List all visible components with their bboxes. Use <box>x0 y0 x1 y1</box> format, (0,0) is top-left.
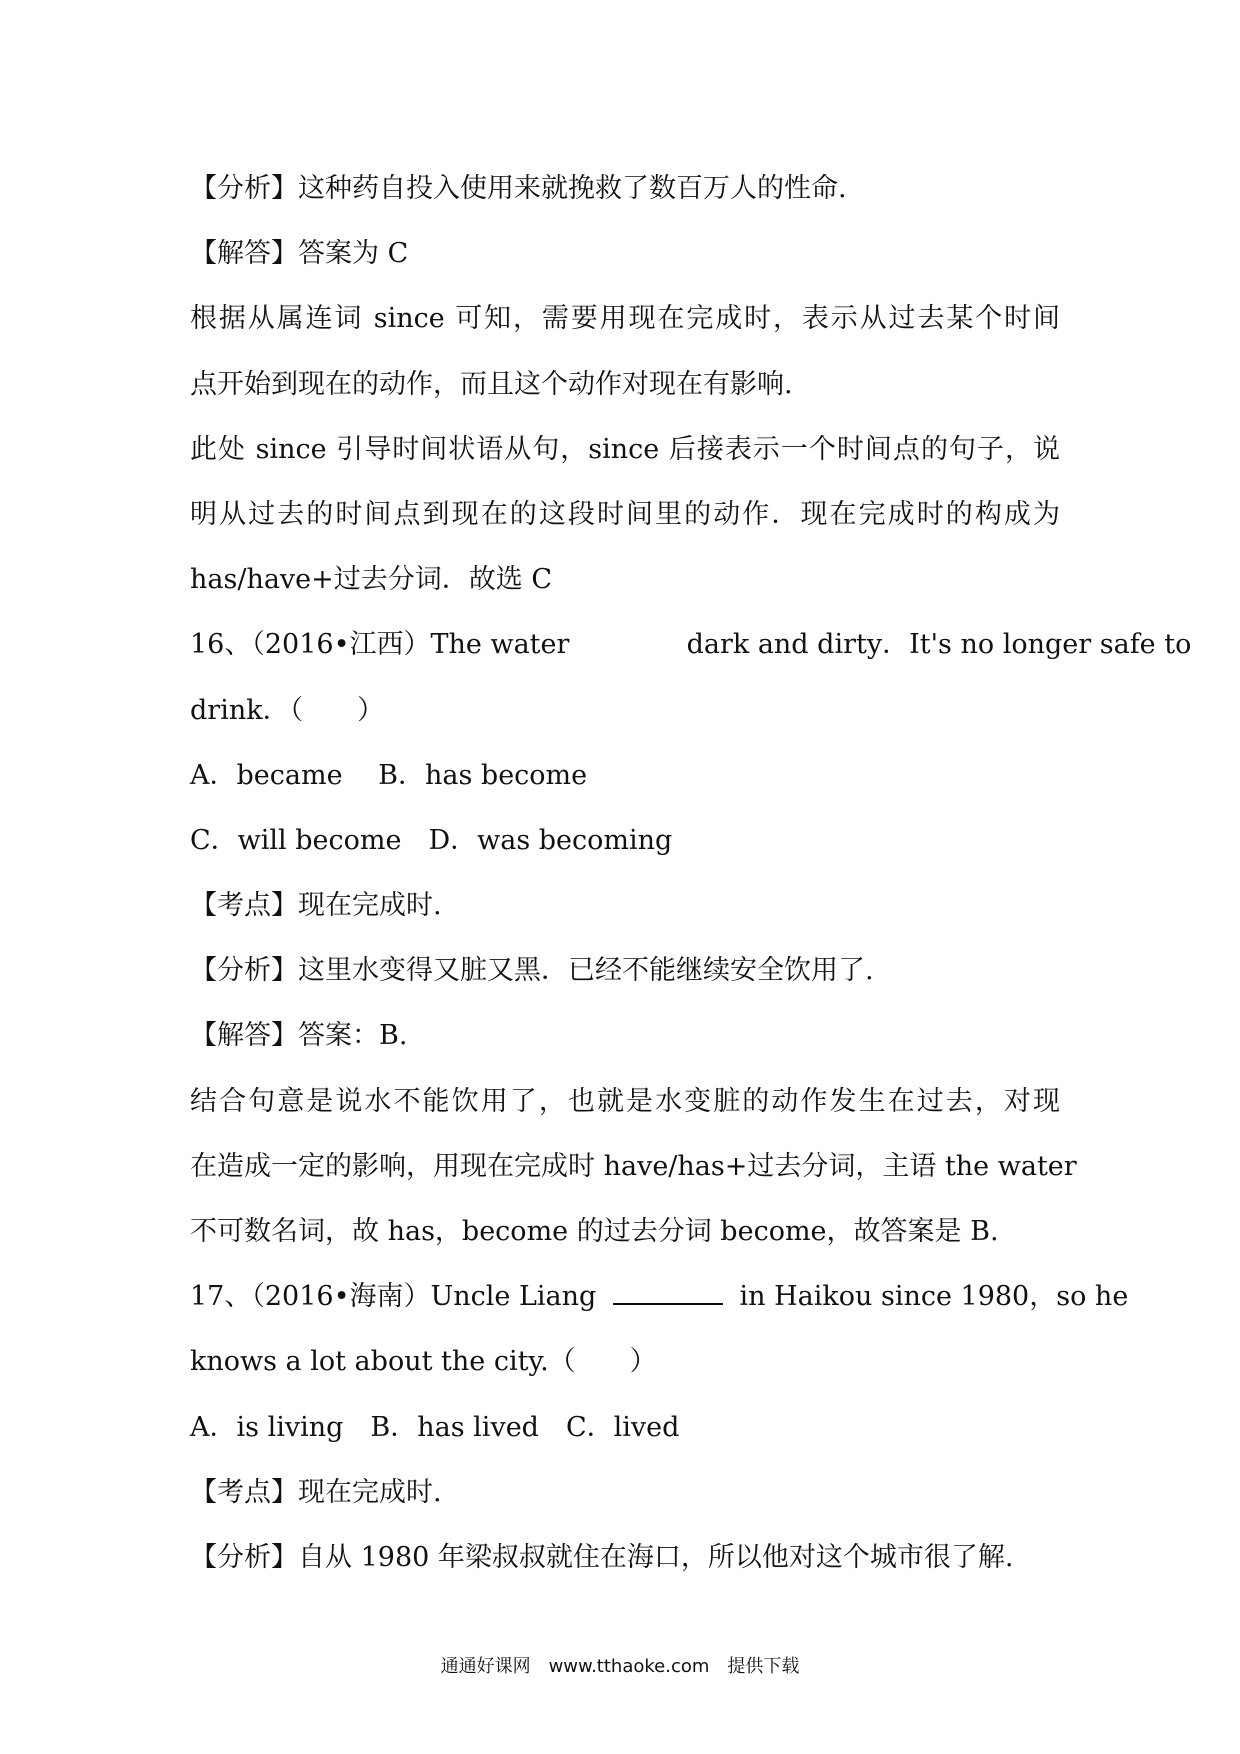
question-17-stem-after: in Haikou since 1980，so he <box>739 1281 1129 1313</box>
question-17-blank <box>613 1281 723 1305</box>
question-17-kaodian: 【考点】现在完成时. <box>190 1476 442 1508</box>
question-17-stem-line2: knows a lot about the city.（ ） <box>190 1346 657 1378</box>
explanation-line: 根据从属连词 since 可知，需要用现在完成时，表示从过去某个时间 <box>190 303 1060 335</box>
question-16-stem-before: 16、（2016•江西）The water <box>190 629 570 661</box>
question-17-stem-before: 17、（2016•海南）Uncle Liang <box>190 1281 597 1313</box>
question-16-options-ab: A．became B．has become <box>190 759 588 791</box>
explanation-line: 明从过去的时间点到现在的这段时间里的动作．现在完成时的构成为 <box>190 498 1060 530</box>
question-16-explanation: 结合句意是说水不能饮用了，也就是水变脏的动作发生在过去，对现 <box>190 1085 1060 1117</box>
question-16-kaodian: 【考点】现在完成时. <box>190 890 442 922</box>
page-footer: 通通好课网 www.tthaoke.com 提供下载 <box>440 1656 800 1677</box>
explanation-line: has/have+过去分词．故选 C <box>190 564 553 596</box>
question-16-stem <box>190 612 1192 677</box>
question-16-options-cd: C．will become D．was becoming <box>190 824 673 856</box>
question-16-explanation: 在造成一定的影响，用现在完成时 have/has+过去分词，主语 the water <box>190 1150 1077 1182</box>
explanation-line: 点开始到现在的动作，而且这个动作对现在有影响. <box>190 368 793 400</box>
question-17-analysis: 【分析】自从 1980 年梁叔叔就住在海口，所以他对这个城市很了解. <box>190 1541 1014 1573</box>
question-17-options: A．is living B．has lived C．lived <box>190 1411 680 1443</box>
explanation-line: 此处 since 引导时间状语从句，since 后接表示一个时间点的句子，说 <box>190 433 1060 465</box>
question-16-stem-line2: drink．（ ） <box>190 694 385 726</box>
question-17-stem <box>190 1264 1129 1329</box>
analysis-line: 【分析】这种药自投入使用来就挽救了数百万人的性命. <box>190 173 847 204</box>
question-16-stem-after: dark and dirty．It's no longer safe to <box>686 629 1192 661</box>
question-16-analysis: 【分析】这里水变得又脏又黑．已经不能继续安全饮用了. <box>190 955 874 987</box>
question-16-explanation: 不可数名词，故 has，become 的过去分词 become，故答案是 B. <box>190 1216 999 1247</box>
document-body <box>190 156 1192 1590</box>
question-16-answer: 【解答】答案：B. <box>190 1020 408 1052</box>
answer-line: 【解答】答案为 C <box>190 238 409 270</box>
